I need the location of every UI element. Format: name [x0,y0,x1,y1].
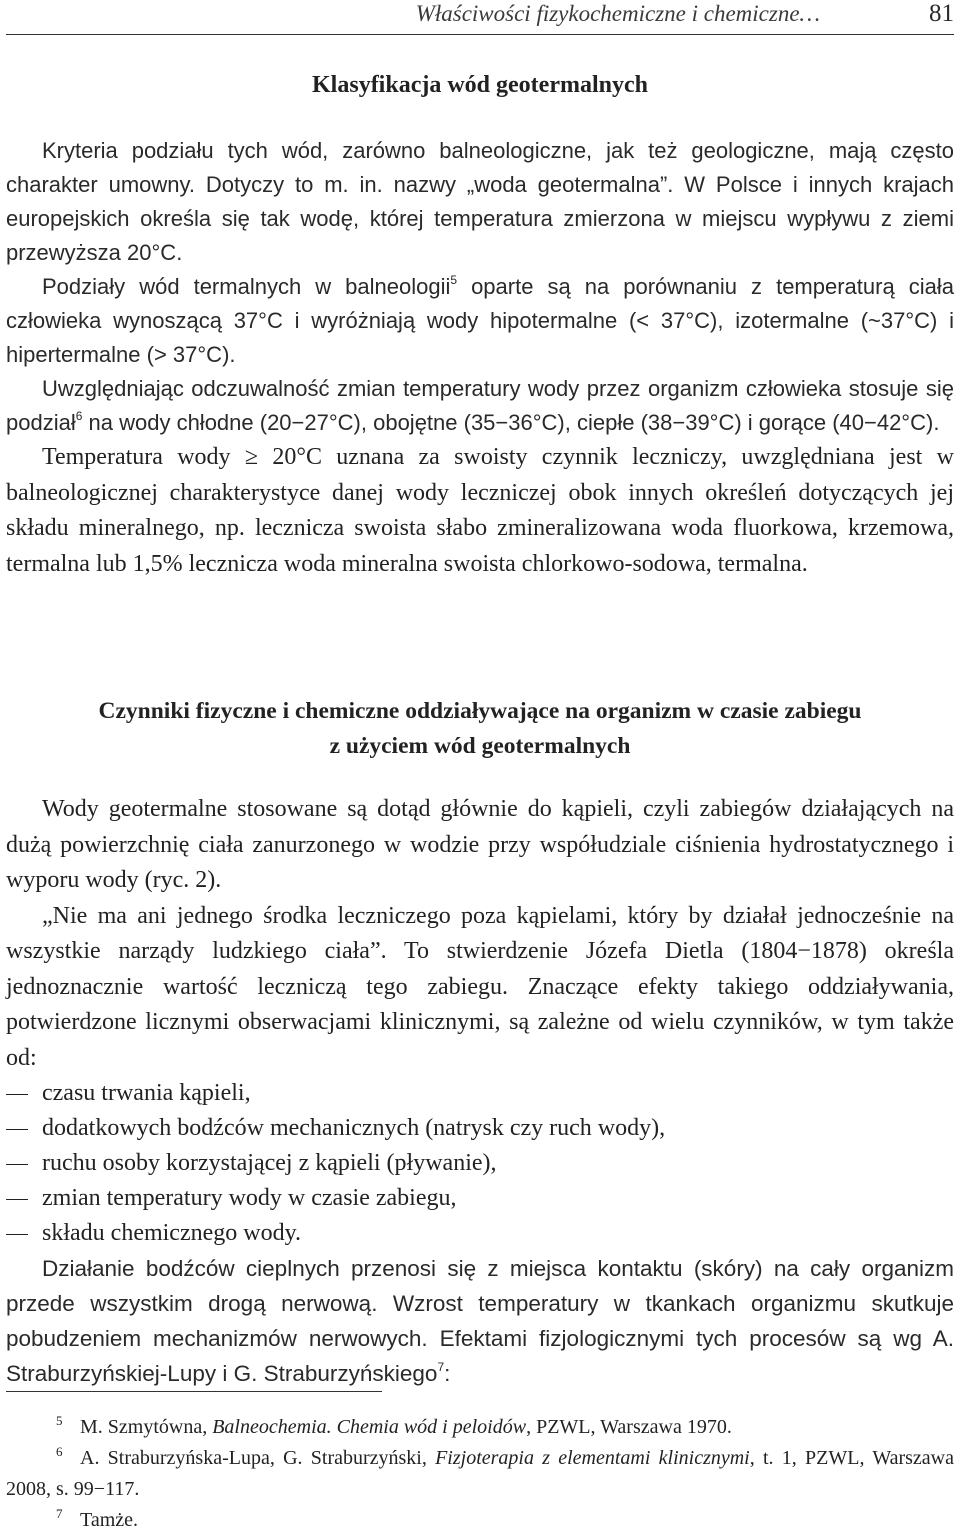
footnote-6 [6,1443,954,1505]
footnote-7 [6,1505,954,1536]
paragraph-divisions [6,270,954,372]
paragraph-heat-stimuli-text: Działanie bodźców cieplnych przenosi się z miejsca kontaktu (skóry) na cały organizm przede wszystkim drogą nerwową. Wzrost temperatury w tkankach organizmu skutkuje pobudzeniem mechanizmów nerwowych. Efektami fizjologicznymi tych procesów są wg A. Straburzyńskiej-Lupy i G. Straburzyńskiego [6,1256,954,1386]
footnote-number [56,1412,80,1443]
paragraph-divisions-text: Podziały wód termalnych w balneologii [42,274,451,299]
paragraph-perception [6,372,954,440]
list-item-text: składu chemicznego wody. [42,1220,302,1246]
paragraph-heat-stimuli [6,1251,954,1391]
paragraph-divisions-text-cont: oparte są na porównaniu z temperaturą ciała człowieka wynoszącą 37°C i wyróżniają wody hipotermalne (< 37°C), izotermalne (~37°C) i hipertermalne (> 37°C). [6,274,954,367]
paragraph-heat-stimuli-colon: : [444,1361,451,1386]
footnote-title: Fizjoterapia z elementami klinicznymi [435,1447,750,1469]
paragraph-criteria: Kryteria podziału tych wód, zarówno balneologiczne, jak też geologiczne, mają często charakter umowny. Dotyczy to m. in. nazwy „woda geotermalna”. W Polsce i innych krajach europejskich określa się tak wodę, której temperatura zmierzona w miejscu wypływu z ziemi przewyższa 20°C. [6,138,954,265]
list-item [6,1216,954,1251]
footnote-ref-7[interactable]: 7 [437,1360,445,1374]
footnotes [6,1412,954,1536]
page-number: 81 [929,0,954,27]
footnote-text: Tamże. [80,1509,139,1531]
list-item-text: dodatkowych bodźców mechanicznych (natrysk czy ruch wody), [42,1115,666,1141]
footnote-number [56,1505,80,1536]
running-header [0,0,960,40]
footnote-5 [6,1412,954,1443]
list-item-text: ruchu osoby korzystającej z kąpieli (pływanie), [42,1150,497,1176]
section-title-factors [6,694,954,764]
paragraph-perception-text-cont: na wody chłodne (20−27°C), obojętne (35−36°C), ciepłe (38−39°C) i gorące (40−42°C). [82,410,940,435]
paragraph-temperature: Temperatura wody ≥ 20°C uznana za swoisty czynnik leczniczy, uwzględniana jest w balneologicznej charakterystyce danej wody leczniczej obok innych określeń dotyczących jej składu mineralnego, np. lecznicza swoista słabo zmineralizowana woda fluorkowa, krzemowa, termalna lub 1,5% lecznicza woda mineralna swoista chlorkowo-sodowa, termalna. [6,444,954,577]
list-item [6,1076,954,1111]
section2-body [6,792,954,1391]
section-title-factors-line1: Czynniki fizyczne i chemiczne oddziaływające na organizm w czasie zabiegu [98,698,862,724]
footnote-number-5: 5 [56,1413,63,1428]
section-title-classification: Klasyfikacja wód geotermalnych [312,72,648,98]
footnote-rule [6,1391,382,1392]
paragraph-baths: Wody geotermalne stosowane są dotąd głównie do kąpieli, czyli zabiegów działających na dużą powierzchnię ciała zanurzonego w wodzie przy współudziale ciśnienia hydrostatycznego i wyporu wody (ryc. 2). [6,796,954,893]
footnote-number-7: 7 [56,1506,63,1521]
paragraph-perception-text: Uwzględniając odczuwalność zmian temperatury wody przez organizm człowieka stosuje się podział [6,376,954,435]
footnote-ref-5[interactable]: 5 [450,273,458,287]
list-item [6,1181,954,1216]
section-title-factors-line2: z użyciem wód geotermalnych [329,733,631,759]
footnote-number-6: 6 [56,1444,63,1459]
paragraph-dietl-quote: „Nie ma ani jednego środka leczniczego poza kąpielami, który by działał jednocześnie na wszystkie narządy ludzkiego ciała”. To stwierdzenie Józefa Dietla (1804−1878) określa jednoznacznie wartość leczniczą tego zabiegu. Znaczące efekty takiego oddziaływania, potwierdzone licznymi obserwacjami klinicznymi, są zależne od wielu czynników, w tym także od: [6,902,954,1071]
list-item-text: zmian temperatury wody w czasie zabiegu, [42,1185,457,1211]
footnote-text-cont: , t. 1, PZWL, Warszawa 2008, s. 99−117. [6,1447,954,1500]
list-item-text: czasu trwania kąpieli, [42,1080,251,1106]
list-item [6,1146,954,1181]
footnote-text-cont: , PZWL, Warszawa 1970. [526,1416,732,1438]
footnote-title: Balneochemia. Chemia wód i peloidów [212,1416,527,1438]
running-title: Właściwości fizykochemiczne i chemiczne… [415,1,820,26]
footnote-text: M. Szmytówna, [80,1416,213,1438]
list-item [6,1111,954,1146]
footnote-number [56,1443,80,1474]
header-rule [6,34,954,35]
factor-list [6,1076,954,1251]
section1-body [6,134,954,582]
footnote-ref-6[interactable]: 6 [75,409,83,423]
footnote-text: A. Straburzyńska-Lupa, G. Straburzyński, [80,1447,436,1469]
